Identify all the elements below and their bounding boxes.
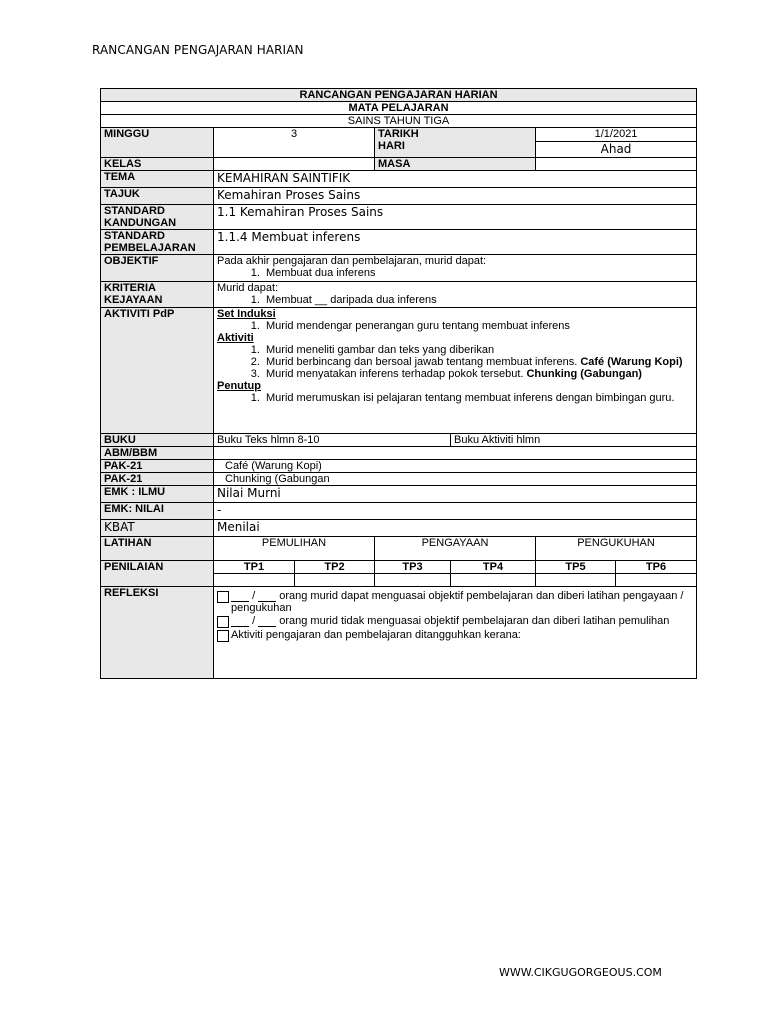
- buku-label: BUKU: [101, 434, 214, 447]
- standard-pembelajaran-value: 1.1.4 Membuat inferens: [214, 230, 697, 255]
- aktiviti-item-1: 1. Murid meneliti gambar dan teks yang diberikan: [263, 344, 693, 356]
- pak21-value-2: Chunking (Gabungan: [214, 473, 697, 486]
- tarikh-hari-values: [536, 128, 697, 158]
- objektif-label: OBJEKTIF: [101, 255, 214, 282]
- blank: [231, 591, 249, 602]
- set-induksi-item: 1. Murid mendengar penerangan guru tentang membuat inferens: [263, 320, 693, 332]
- latihan-pengukuhan: PENGUKUHAN: [536, 537, 697, 561]
- objektif-item: 1. Membuat dua inferens: [263, 267, 693, 279]
- subject-value: SAINS TAHUN TIGA: [101, 115, 697, 128]
- tarikh-value: 1/1/2021: [536, 128, 696, 142]
- sp-label-line-1: STANDARD: [104, 230, 165, 242]
- aktiviti-item-3: [263, 368, 693, 380]
- kbat-value: Menilai: [214, 520, 697, 537]
- aktiviti-item-3-text: Murid menyatakan inferens terhadap pokok tersebut.: [266, 368, 527, 380]
- emk-ilmu-value: Nilai Murni: [214, 486, 697, 503]
- set-induksi-heading: Set Induksi: [217, 308, 276, 320]
- kriteria-intro: Murid dapat:: [217, 282, 279, 294]
- objektif-intro: Pada akhir pengajaran dan pembelajaran, murid dapat:: [217, 255, 487, 267]
- aktiviti-item-3-pak21: Chunking (Gabungan): [526, 368, 642, 380]
- kriteria-item: 1. Membuat __ daripada dua inferens: [263, 294, 693, 306]
- pak21-label-2: PAK-21: [101, 473, 214, 486]
- penilaian-label: PENILAIAN: [101, 561, 214, 587]
- sk-label-line-2: KANDUNGAN: [104, 217, 177, 229]
- kriteria-label-line-2: KEJAYAAN: [104, 294, 163, 306]
- blank: [258, 616, 276, 627]
- emk-ilmu-label: EMK : ILMU: [101, 486, 214, 503]
- refleksi-checkbox-1[interactable]: [217, 591, 229, 603]
- refleksi-line-3: [217, 629, 693, 642]
- tajuk-label: TAJUK: [101, 188, 214, 205]
- refleksi-line-2: [217, 615, 693, 628]
- buku-aktiviti: Buku Aktiviti hlmn: [451, 434, 697, 447]
- tarikh-label: TARIKH: [378, 128, 419, 140]
- tarikh-hari-label: [375, 128, 536, 158]
- refleksi-1-slash: /: [252, 590, 259, 602]
- tajuk-value: Kemahiran Proses Sains: [214, 188, 697, 205]
- page-footer-url: WWW.CIKGUGORGEOUS.COM: [499, 966, 662, 979]
- sp-label-line-2: PEMBELAJARAN: [104, 242, 196, 254]
- tp3-header: TP3: [375, 561, 451, 574]
- blank: [231, 616, 249, 627]
- refleksi-3-text: Aktiviti pengajaran dan pembelajaran ditangguhkan kerana:: [231, 629, 521, 641]
- minggu-value: 3: [214, 128, 375, 158]
- refleksi-2-text: orang murid tidak menguasai objektif pembelajaran dan diberi latihan pemulihan: [276, 615, 670, 627]
- refleksi-2-slash: /: [252, 615, 259, 627]
- pak21-value-1: Café (Warung Kopi): [214, 460, 697, 473]
- tema-value: KEMAHIRAN SAINTIFIK: [214, 171, 697, 188]
- kriteria-content: [214, 282, 697, 308]
- tp2-cell: [295, 574, 375, 587]
- minggu-label: MINGGU: [101, 128, 214, 158]
- emk-nilai-label: EMK: NILAI: [101, 503, 214, 520]
- refleksi-1-text: orang murid dapat menguasai objektif pembelajaran dan diberi latihan pengayaan / pengukuhan: [231, 590, 684, 614]
- tp1-cell: [214, 574, 295, 587]
- kelas-value: [214, 158, 375, 171]
- tp2-header: TP2: [295, 561, 375, 574]
- aktiviti-label: AKTIVITI PdP: [101, 308, 214, 434]
- standard-pembelajaran-label: [101, 230, 214, 255]
- table-title: RANCANGAN PENGAJARAN HARIAN: [101, 89, 697, 102]
- tema-label: TEMA: [101, 171, 214, 188]
- mata-pelajaran-label: MATA PELAJARAN: [101, 102, 697, 115]
- kriteria-kejayaan-label: [101, 282, 214, 308]
- penutup-heading: Penutup: [217, 380, 261, 392]
- lesson-plan-table: [100, 88, 697, 679]
- tp5-cell: [536, 574, 616, 587]
- penutup-item: 1. Murid merumuskan isi pelajaran tentang membuat inferens dengan bimbingan guru.: [263, 392, 693, 404]
- kbat-label: KBAT: [101, 520, 214, 537]
- refleksi-checkbox-2[interactable]: [217, 616, 229, 628]
- emk-nilai-value: -: [214, 503, 697, 520]
- refleksi-line-1: [217, 590, 693, 614]
- aktiviti-content: [214, 308, 697, 434]
- standard-kandungan-value: 1.1 Kemahiran Proses Sains: [214, 205, 697, 230]
- masa-value: [536, 158, 697, 171]
- hari-value: Ahad: [600, 142, 632, 156]
- refleksi-label: REFLEKSI: [101, 587, 214, 679]
- blank: [258, 591, 276, 602]
- kriteria-label-line-1: KRITERIA: [104, 282, 156, 294]
- tp4-cell: [451, 574, 536, 587]
- tp6-header: TP6: [616, 561, 697, 574]
- standard-kandungan-label: [101, 205, 214, 230]
- tp1-header: TP1: [214, 561, 295, 574]
- aktiviti-heading: Aktiviti: [217, 332, 254, 344]
- refleksi-checkbox-3[interactable]: [217, 630, 229, 642]
- page-header: RANCANGAN PENGAJARAN HARIAN: [92, 43, 304, 57]
- abm-bbm-value: [214, 447, 697, 460]
- tp6-cell: [616, 574, 697, 587]
- buku-teks: Buku Teks hlmn 8-10: [214, 434, 451, 447]
- masa-label: MASA: [375, 158, 536, 171]
- objektif-content: [214, 255, 697, 282]
- aktiviti-item-2: [263, 356, 693, 368]
- latihan-pengayaan: PENGAYAAN: [375, 537, 536, 561]
- abm-bbm-label: ABM/BBM: [101, 447, 214, 460]
- sk-label-line-1: STANDARD: [104, 205, 165, 217]
- tp3-cell: [375, 574, 451, 587]
- latihan-label: LATIHAN: [101, 537, 214, 561]
- aktiviti-item-2-text: Murid berbincang dan bersoal jawab tentang membuat inferens.: [266, 356, 581, 368]
- aktiviti-item-2-pak21: Café (Warung Kopi): [580, 356, 683, 368]
- tp4-header: TP4: [451, 561, 536, 574]
- latihan-pemulihan: PEMULIHAN: [214, 537, 375, 561]
- tp5-header: TP5: [536, 561, 616, 574]
- kelas-label: KELAS: [101, 158, 214, 171]
- hari-label: HARI: [378, 140, 405, 152]
- pak21-label-1: PAK-21: [101, 460, 214, 473]
- refleksi-content: [214, 587, 697, 679]
